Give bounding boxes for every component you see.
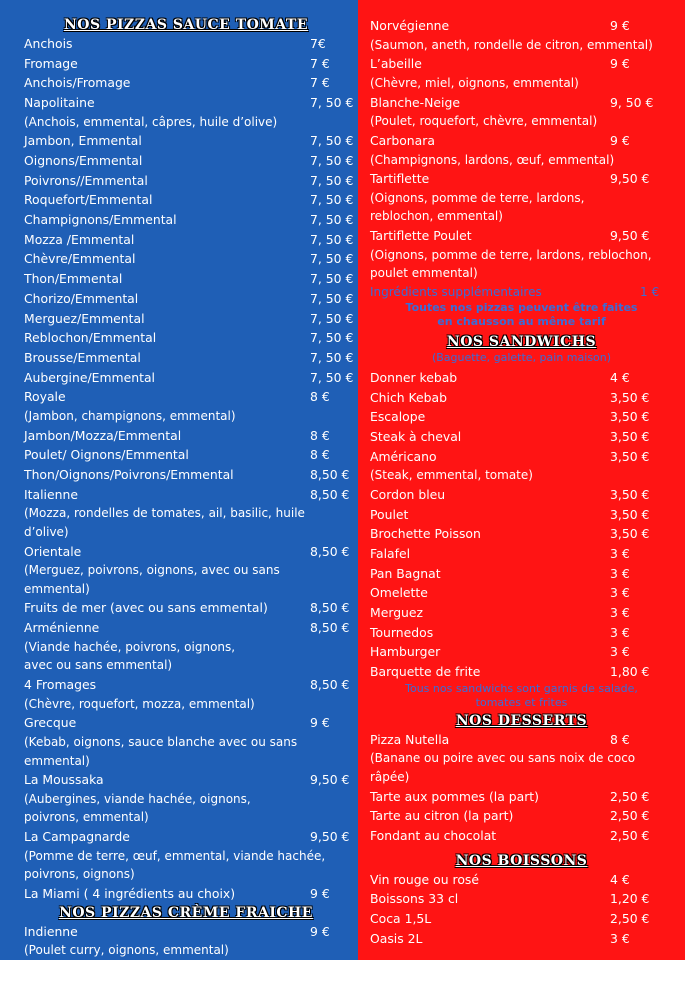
item-description: (Chèvre, miel, oignons, emmental) bbox=[370, 74, 673, 93]
item-price: 2,50 € bbox=[610, 909, 649, 929]
item-name: Carbonara bbox=[370, 131, 435, 151]
item-name: Norvégienne bbox=[370, 16, 449, 36]
item-name: Chèvre/Emmental bbox=[24, 249, 135, 269]
item-price: 7, 50 € bbox=[310, 151, 353, 171]
item-price: 7, 50 € bbox=[310, 289, 353, 309]
item-name: Poulet bbox=[370, 505, 408, 525]
menu-item bbox=[24, 368, 348, 388]
pizzas-creme-list-continued bbox=[370, 16, 673, 283]
item-name: Brousse/Emmental bbox=[24, 348, 141, 368]
item-name: Royale bbox=[24, 387, 66, 407]
item-description: (Banane ou poire avec ou sans noix de coco râpée) bbox=[370, 749, 673, 786]
item-price: 9,50 € bbox=[310, 770, 349, 790]
item-name: Jambon, Emmental bbox=[24, 131, 142, 151]
menu-item bbox=[370, 603, 673, 623]
menu-item bbox=[24, 770, 348, 790]
menu-item bbox=[370, 54, 673, 74]
item-name: Boissons 33 cl bbox=[370, 889, 458, 909]
menu-item bbox=[24, 309, 348, 329]
item-price: 3 € bbox=[610, 564, 630, 584]
menu-item bbox=[370, 427, 673, 447]
extra-ingredients-price: 1 € bbox=[640, 283, 659, 301]
item-name: Anchois bbox=[24, 34, 72, 54]
menu-item bbox=[24, 884, 348, 904]
item-description: (Aubergines, viande hachée, oignons, poivrons, emmental) bbox=[24, 790, 348, 827]
item-description: (Oignons, pomme de terre, lardons, reblochon, poulet emmental) bbox=[370, 246, 673, 283]
item-price: 7 € bbox=[310, 54, 330, 74]
menu-item bbox=[24, 171, 348, 191]
item-name: Napolitaine bbox=[24, 93, 95, 113]
item-name: Barquette de frite bbox=[370, 662, 480, 682]
item-name: 4 Fromages bbox=[24, 675, 96, 695]
menu-item bbox=[24, 269, 348, 289]
menu-item bbox=[24, 542, 348, 562]
item-name: Roquefort/Emmental bbox=[24, 190, 152, 210]
item-name: La Campagnarde bbox=[24, 827, 130, 847]
menu-item bbox=[370, 583, 673, 603]
item-name: Mozza /Emmental bbox=[24, 230, 134, 250]
item-description: (Steak, emmental, tomate) bbox=[370, 466, 673, 485]
item-price: 8 € bbox=[310, 387, 330, 407]
item-price: 3 € bbox=[610, 623, 630, 643]
item-price: 3,50 € bbox=[610, 427, 649, 447]
menu-item bbox=[370, 169, 673, 189]
item-name: Pizza Nutella bbox=[370, 730, 449, 750]
menu-item bbox=[24, 54, 348, 74]
menu-item bbox=[370, 662, 673, 682]
item-name: Jambon/Mozza/Emmental bbox=[24, 426, 181, 446]
item-price: 9,50 € bbox=[610, 169, 649, 189]
item-description: (Poulet curry, oignons, emmental) bbox=[24, 941, 348, 960]
item-name: Fondant au chocolat bbox=[370, 826, 496, 846]
item-name: Italienne bbox=[24, 485, 78, 505]
menu-item bbox=[24, 713, 348, 733]
item-price: 3,50 € bbox=[610, 407, 649, 427]
section-title-boissons: NOS BOISSONS bbox=[370, 852, 673, 870]
menu-item bbox=[24, 328, 348, 348]
item-name: Coca 1,5L bbox=[370, 909, 431, 929]
item-name: Hamburger bbox=[370, 642, 440, 662]
menu-item bbox=[370, 642, 673, 662]
item-price: 8 € bbox=[610, 730, 630, 750]
item-price: 7€ bbox=[310, 34, 326, 54]
item-name: Merguez/Emmental bbox=[24, 309, 145, 329]
item-price: 7 € bbox=[310, 73, 330, 93]
menu-item bbox=[24, 675, 348, 695]
pizzas-creme-list bbox=[24, 922, 348, 998]
item-price: 3 € bbox=[610, 544, 630, 564]
item-name: Donner kebab bbox=[370, 368, 457, 388]
item-price: 7, 50 € bbox=[310, 171, 353, 191]
item-name: Thon/Emmental bbox=[24, 269, 122, 289]
item-price: 9 € bbox=[610, 131, 630, 151]
item-name: Steak à cheval bbox=[370, 427, 461, 447]
item-name: Tarte au citron (la part) bbox=[370, 806, 513, 826]
sandwichs-list bbox=[370, 368, 673, 682]
menu-item bbox=[370, 407, 673, 427]
item-price: 9 € bbox=[610, 16, 630, 36]
desserts-list bbox=[370, 730, 673, 846]
item-name: Tartiflette bbox=[370, 169, 429, 189]
menu-item bbox=[370, 730, 673, 750]
item-name: Merguez bbox=[370, 603, 423, 623]
item-price: 7, 50 € bbox=[310, 131, 353, 151]
item-price: 7, 50 € bbox=[310, 249, 353, 269]
menu-item bbox=[370, 485, 673, 505]
menu-item bbox=[370, 226, 673, 246]
item-price: 7, 50 € bbox=[310, 93, 353, 113]
menu-item bbox=[24, 289, 348, 309]
menu-item bbox=[24, 465, 348, 485]
menu-item bbox=[370, 826, 673, 846]
sandwichs-note: Tous nos sandwichs sont garnis de salade, tomates et frites bbox=[370, 682, 673, 710]
menu-item bbox=[24, 922, 348, 942]
menu-item bbox=[24, 93, 348, 113]
item-price: 8,50 € bbox=[310, 598, 349, 618]
item-price: 9,50 bbox=[310, 960, 338, 980]
item-name: Vin rouge ou rosé bbox=[370, 870, 479, 890]
item-price: 3,50 € bbox=[610, 447, 649, 467]
item-name: Brochette Poisson bbox=[370, 524, 481, 544]
item-name: Tarte aux pommes (la part) bbox=[370, 787, 539, 807]
item-description: (Saumon, aneth, rondelle de citron, emmental) bbox=[370, 36, 673, 55]
item-name: Chorizo/Emmental bbox=[24, 289, 138, 309]
menu-item bbox=[370, 447, 673, 467]
item-price: 7, 50 € bbox=[310, 269, 353, 289]
item-price: 8,50 € bbox=[310, 542, 349, 562]
item-name: Chich Kebab bbox=[370, 388, 447, 408]
menu-item bbox=[370, 388, 673, 408]
right-column bbox=[358, 0, 685, 960]
item-price: 8,50 € bbox=[310, 485, 349, 505]
boissons-list bbox=[370, 870, 673, 949]
item-price: 9 € bbox=[610, 54, 630, 74]
item-name: Crémière bbox=[24, 960, 81, 980]
menu-item bbox=[24, 348, 348, 368]
menu-item bbox=[370, 889, 673, 909]
item-price: 9 € bbox=[310, 922, 330, 942]
item-name: Cordon bleu bbox=[370, 485, 445, 505]
item-price: 8,50 € bbox=[310, 465, 349, 485]
item-name: Champignons/Emmental bbox=[24, 210, 177, 230]
item-name: Oignons/Emmental bbox=[24, 151, 142, 171]
item-description: (Viande hachée, poivrons, oignons, avec ou sans emmental) bbox=[24, 638, 348, 675]
item-price: 3 € bbox=[610, 642, 630, 662]
item-name: Tournedos bbox=[370, 623, 433, 643]
menu-item bbox=[24, 387, 348, 407]
item-price: 3,50 € bbox=[610, 524, 649, 544]
menu-item bbox=[370, 505, 673, 525]
menu-item bbox=[24, 230, 348, 250]
menu-item bbox=[24, 426, 348, 446]
item-name: L’abeille bbox=[370, 54, 422, 74]
item-name: La Miami ( 4 ingrédients au choix) bbox=[24, 884, 235, 904]
item-price: 3,50 € bbox=[610, 388, 649, 408]
item-name: Oasis 2L bbox=[370, 929, 422, 949]
item-description: (Anchois, emmental, câpres, huile d’olive) bbox=[24, 113, 348, 132]
section-title-pizzas-tomate: NOS PIZZAS SAUCE TOMATE bbox=[24, 16, 348, 34]
item-price: 7, 50 € bbox=[310, 368, 353, 388]
item-name: Reblochon/Emmental bbox=[24, 328, 156, 348]
item-price: 4 € bbox=[610, 368, 630, 388]
pizzas-tomate-list bbox=[24, 34, 348, 904]
menu-item bbox=[370, 787, 673, 807]
item-name: Aubergine/Emmental bbox=[24, 368, 155, 388]
item-price: 7, 50 € bbox=[310, 348, 353, 368]
item-name: Poivrons//Emmental bbox=[24, 171, 148, 191]
item-description: (Merguez, poivrons, oignons, avec ou sans emmental) bbox=[24, 561, 348, 598]
item-name: Omelette bbox=[370, 583, 428, 603]
item-price: 1,20 € bbox=[610, 889, 649, 909]
item-price: 2,50 € bbox=[610, 826, 649, 846]
item-price: 2,50 € bbox=[610, 806, 649, 826]
item-price: 9,50 € bbox=[310, 827, 349, 847]
item-name: La Moussaka bbox=[24, 770, 104, 790]
menu-item bbox=[24, 151, 348, 171]
item-price: 8 € bbox=[310, 445, 330, 465]
menu-item bbox=[24, 827, 348, 847]
item-name: Grecque bbox=[24, 713, 76, 733]
section-title-sandwichs: NOS SANDWICHS bbox=[370, 333, 673, 351]
item-name: Fromage bbox=[24, 54, 78, 74]
item-price: 3,50 € bbox=[610, 505, 649, 525]
menu-item bbox=[370, 524, 673, 544]
item-price: 2,50 € bbox=[610, 787, 649, 807]
item-price: 7, 50 € bbox=[310, 190, 353, 210]
menu-item bbox=[370, 870, 673, 890]
menu-item bbox=[370, 368, 673, 388]
menu-item bbox=[24, 249, 348, 269]
item-description: (Oignons, pomme de terre, lardons, reblochon, emmental) bbox=[370, 189, 673, 226]
menu-item bbox=[370, 131, 673, 151]
item-name: Orientale bbox=[24, 542, 81, 562]
item-price: 7, 50 € bbox=[310, 309, 353, 329]
menu-item bbox=[24, 34, 348, 54]
item-price: 7, 50 € bbox=[310, 328, 353, 348]
section-title-pizzas-creme: NOS PIZZAS CRÈME FRAICHE bbox=[24, 904, 348, 922]
menu-item bbox=[370, 564, 673, 584]
menu-item bbox=[24, 210, 348, 230]
item-price: 8 € bbox=[310, 426, 330, 446]
item-description: (Jambon, champignons, mozza, emmental) bbox=[24, 980, 348, 998]
menu-item bbox=[24, 598, 348, 618]
item-description: (Pomme de terre, œuf, emmental, viande hachée, poivrons, oignons) bbox=[24, 847, 348, 884]
item-name: Poulet/ Oignons/Emmental bbox=[24, 445, 189, 465]
item-price: 9, 50 € bbox=[610, 93, 653, 113]
menu-item bbox=[24, 960, 348, 980]
item-price: 9 € bbox=[310, 713, 330, 733]
item-description: (Poulet, roquefort, chèvre, emmental) bbox=[370, 112, 673, 131]
menu-item bbox=[370, 544, 673, 564]
menu-item bbox=[370, 16, 673, 36]
item-price: 3 € bbox=[610, 603, 630, 623]
item-price: 7, 50 € bbox=[310, 210, 353, 230]
item-description: (Jambon, champignons, emmental) bbox=[24, 407, 348, 426]
menu-item bbox=[370, 93, 673, 113]
item-name: Tartiflette Poulet bbox=[370, 226, 472, 246]
item-description: (Kebab, oignons, sauce blanche avec ou sans emmental) bbox=[24, 733, 348, 770]
item-name: Pan Bagnat bbox=[370, 564, 441, 584]
item-name: Thon/Oignons/Poivrons/Emmental bbox=[24, 465, 234, 485]
menu-item bbox=[24, 131, 348, 151]
section-title-desserts: NOS DESSERTS bbox=[370, 712, 673, 730]
item-name: Escalope bbox=[370, 407, 425, 427]
item-price: 3 € bbox=[610, 929, 630, 949]
item-name: Anchois/Fromage bbox=[24, 73, 130, 93]
item-name: Falafel bbox=[370, 544, 410, 564]
extra-ingredients-row bbox=[370, 283, 673, 301]
extra-ingredients-label: Ingrédients supplémentaires bbox=[370, 283, 542, 301]
sandwichs-subtitle: (Baguette, galette, pain maison) bbox=[370, 351, 673, 365]
menu-item bbox=[24, 485, 348, 505]
menu-item bbox=[370, 909, 673, 929]
item-description: (Mozza, rondelles de tomates, ail, basilic, huile d’olive) bbox=[24, 504, 348, 541]
item-price: 7, 50 € bbox=[310, 230, 353, 250]
item-description: (Chèvre, roquefort, mozza, emmental) bbox=[24, 695, 348, 714]
item-name: Arménienne bbox=[24, 618, 99, 638]
item-name: Blanche-Neige bbox=[370, 93, 460, 113]
item-name: Fruits de mer (avec ou sans emmental) bbox=[24, 598, 268, 618]
item-name: Américano bbox=[370, 447, 437, 467]
menu-item bbox=[24, 618, 348, 638]
item-price: 9,50 € bbox=[610, 226, 649, 246]
item-price: 3,50 € bbox=[610, 485, 649, 505]
menu-item bbox=[24, 445, 348, 465]
item-price: 9 € bbox=[310, 884, 330, 904]
chausson-note: Toutes nos pizzas peuvent être faites en chausson au même tarif bbox=[370, 301, 673, 329]
item-price: 1,80 € bbox=[610, 662, 649, 682]
item-price: 8,50 € bbox=[310, 618, 349, 638]
menu-item bbox=[370, 929, 673, 949]
menu-item bbox=[370, 623, 673, 643]
menu-item bbox=[24, 190, 348, 210]
menu-item bbox=[370, 806, 673, 826]
item-description: (Champignons, lardons, œuf, emmental) bbox=[370, 151, 673, 170]
item-name: Indienne bbox=[24, 922, 78, 942]
item-price: 8,50 € bbox=[310, 675, 349, 695]
item-price: 3 € bbox=[610, 583, 630, 603]
item-price: 4 € bbox=[610, 870, 630, 890]
menu-item bbox=[24, 73, 348, 93]
